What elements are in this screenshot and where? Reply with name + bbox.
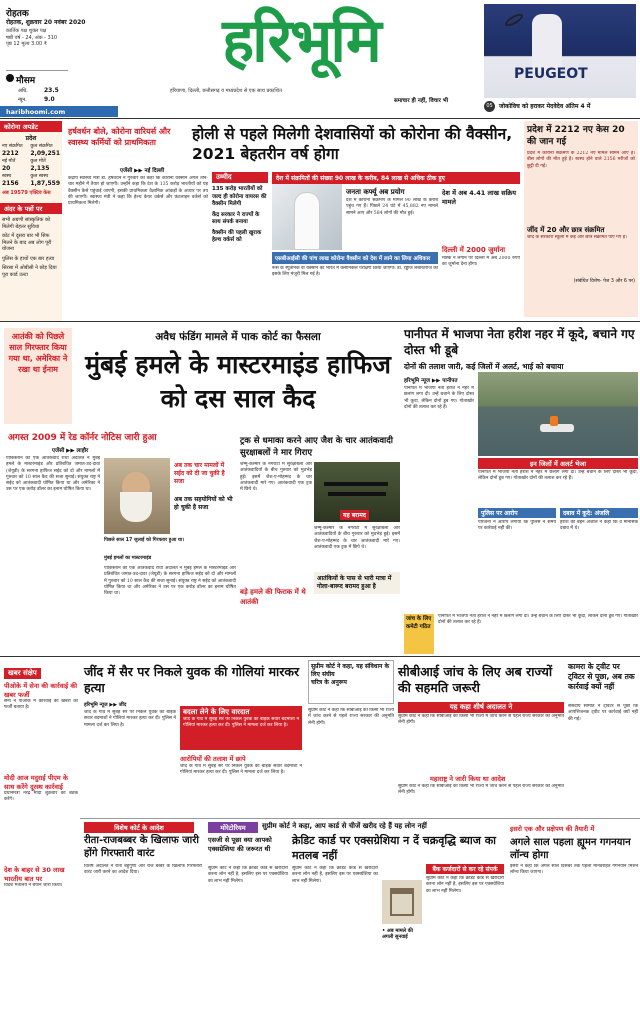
page-number-badge: 05 (484, 101, 495, 112)
nagrota-headline: ट्रक से धमाका करने आए जैश के चार आतंकवादी सुरक्षाबलों ने मार गिराए (240, 436, 393, 458)
committee-box: जांच के लिए कमेटी गठित (404, 614, 434, 654)
lead-kicker: हर्षवर्धन बोले, कोरोना वारियर्स और स्वास्थ्य कर्मियों को प्राथमिकता (68, 127, 171, 147)
pharma-head: एसबीआईसी की पांच लाख कोरोना वैक्सीन को देश में लाने का लिया अधिकार (272, 252, 438, 264)
delhi-head: दिल्ली में 2000 जुर्माना (442, 246, 506, 254)
hafiz-photo (104, 458, 170, 534)
rescuer-figure (550, 416, 558, 426)
sc-kicker: सुप्रीम कोर्ट ने कहा, यह संविधान के लिए संघीय (311, 663, 390, 678)
jind-body-2: जींद के गांव में सुबह सैर पर निकले युवक की बाइक सवार बदमाशों ने गोलियां मारकर हत्या कर दी। पुलिस ने मामला दर्ज कर लिया है। (180, 764, 302, 776)
court-building-icon (390, 888, 414, 916)
corona-panel-sub: प्रदेश (25, 135, 37, 142)
credit-tag: मोरेटोरियम (208, 822, 258, 833)
hafiz-side-box (4, 328, 72, 424)
kamra-headline: कामरा के ट्वीट पर ट्विटर से पूछा, अब तक कार्रवाई क्यों नहीं (568, 662, 635, 691)
ummid-box (212, 172, 268, 314)
brief-body: प्रधानमंत्री नरेंद्र मोदी शुक्रवार को बैठक करेंगे। (4, 791, 78, 803)
canal-photo (478, 372, 638, 456)
pradesh-headline: प्रदेश में 2212 नए केस 20 की जान गई (527, 125, 625, 147)
weather-min: 9.0 (44, 96, 55, 103)
lead-byline: एजेंसी ▶▶ नई दिल्ली (120, 168, 165, 174)
canal-photo-caption: इन जिलों में अलर्ट भेजा (478, 458, 638, 469)
ummid-item: 135 करोड़ भारतीयों को जल्द ही कोरोना वायरस की वैक्सीन मिलेगी (212, 186, 267, 207)
isro-headline: अगले साल पहला ह्यूमन गगनयान लॉन्च होगा (510, 837, 631, 861)
hafiz-kicker: अवैध फंडिंग मामले में पाक कोर्ट का फैसला (155, 331, 321, 343)
panipat-body: पानीपत में भाजपा नेता हरीश ने नहर में छलांग लगा दी। उन्हें बचाने के लिए दोस्त भी कूदा, लेकिन दोनों डूब गए। गोताखोर दोनों की तलाश कर रहे हैं। (404, 386, 474, 410)
brief-body: विदेश मंत्रालय ने बयान जारी किया। (4, 883, 63, 888)
nagrota-side: बड़े हमले की फिराक में थे आतंकी (240, 588, 306, 606)
sc-box-head: यह कहा शीर्ष अदालत ने (398, 702, 564, 713)
hafiz-cap: पिछले साल 17 जुलाई को गिरफ्तार हुआ था। (104, 538, 185, 543)
credit-list: • अब मामले की अगली सुनवाई (382, 928, 413, 940)
ummid-header: उम्मीद (212, 172, 268, 183)
credit-headline: क्रेडिट कार्ड पर एक्सग्रेशिया न दें चक्रवृद्धि ब्याज का मतलब नहीं (292, 834, 497, 862)
recovered-arms-photo (314, 462, 400, 522)
hafiz-photo-note2: अब तक सहयोगियों को भी हो चुकी है सजा (174, 496, 233, 511)
mid-story-head: जनता कर्फ्यू अब प्रयोग (346, 188, 405, 196)
corona-panel (0, 121, 62, 321)
brief-head: देश के बाहर से 30 लाख भारतीय बात पर (4, 866, 65, 883)
hafiz-side: आतंकी को पिछले साल गिरफ्तार किया गया था, अमेरिका ने रखा था ईनाम (8, 332, 68, 374)
sc-box-body: सुप्रीम कोर्ट ने कहा कि सीबीआई को किसी भी राज्य में जांच करने से पहले राज्य सरकार की अनुमति लेनी होगी। (398, 714, 564, 726)
ppe-figure (294, 192, 320, 250)
stat-cell: नए संक्रमित 2212 (2, 144, 23, 157)
weather-box (6, 70, 68, 106)
isro-body: इसरो ने कहा कि अगले साल दिसंबर तक पहला मानवरहित गगनयान मिशन लॉन्च किया जाएगा। (510, 864, 638, 876)
brief-tag: खबर संक्षेप (4, 668, 41, 679)
top-right-caption: जोकोविच को हराकर मेदवेदेव अंतिम 4 में (499, 103, 591, 110)
inside-pages-header: अंदर के पन्नों पर (0, 203, 62, 214)
tennis-photo (484, 4, 636, 98)
pradesh-sub: जींद में 20 और छात्र संक्रमित (527, 226, 605, 234)
brief-column (4, 660, 78, 1012)
inside-item[interactable]: कोट में दूसरा बार भी सिफ मिलने के बाद अब लोग पूरी योजना (2, 233, 52, 252)
credit-kicker: सुप्रीम कोर्ट ने कहा, आप कार्ड से चीजें खरीद रहे हैं यह लोन नहीं (262, 822, 427, 830)
inside-item[interactable]: सभी अग्रणी सांस्कृतिक को मिलेगी बेहतर सुविधा (2, 217, 51, 230)
committee-body: पानीपत में भाजपा नेता हरीश ने नहर में छलांग लगा दी। उन्हें बचाने के लिए दोस्त भी कूदा, लेकिन दोनों डूब गए। गोताखोर दोनों की तलाश कर रहे हैं। (438, 614, 638, 626)
pradesh-box (524, 121, 638, 317)
hafiz-beard (120, 492, 152, 522)
credit-body: सुप्रीम कोर्ट ने कहा कि क्रेडिट कार्ड से खरीदारी करना लोन नहीं है, इसलिए इस पर एक्सग्रेशिया का लाभ नहीं मिलेगा। (208, 866, 288, 884)
sister-body: हरीश की बहन अंजलि ने कहा कि वे मानसिक दबाव में थे। (560, 520, 638, 532)
sc-sub-body: सुप्रीम कोर्ट ने कहा कि सीबीआई को किसी भी राज्य में जांच करने से पहले राज्य सरकार की अनुमति लेनी होगी। (398, 784, 564, 796)
rita-body: विशेष अदालत ने रीता बहुगुणा और राज बब्बर के खिलाफ गिरफ्तारी वारंट जारी करने का आदेश दिया। (84, 864, 202, 876)
lead-body: केंद्रीय स्वास्थ्य मंत्री डॉ. हर्षवर्धन ने गुरुवार को कहा कि कोरोना वैक्सीन अगले तीन-चार महीने में तैयार हो जाएगी। उन्होंने कहा कि देश के 135 करोड़ भारतीयों को यह वैक्सीन कैसे पहुंचाई जाएगी, इसकी प्राथमिकता वैज्ञानिक आंकड़ों के आधार पर तय की जाएगी। स्वास्थ्य मंत्री ने कहा कि हेल्थ केयर वर्कर्स और फ्रंटलाइन वर्कर्स को प्राथमिकता मिलेगी। (68, 176, 208, 207)
hafiz-cap2: मुंबई हमलों का मास्टरमाइंड (104, 556, 152, 561)
stat-cell: स्वस्थ 2156 (2, 174, 19, 187)
photo-tag: यह बरामद (340, 510, 369, 520)
ppe-photo (272, 184, 342, 250)
racket-icon (503, 12, 524, 29)
stat-cell: कुल मौतें 2,135 (30, 159, 50, 172)
pradesh-ref: (संबंधित विशेष- पेज 3 और 6 पर) (573, 279, 635, 284)
rifle-icon (328, 492, 386, 496)
jind-headline: जींद में सैर पर निकले युवक की गोलियां मारकर हत्या (84, 664, 300, 695)
jind-body: जींद के गांव में सुबह सैर पर निकले युवक की बाइक सवार बदमाशों ने गोलियां मारकर हत्या कर दी। पुलिस ने मामला दर्ज कर लिया है। (84, 710, 176, 728)
city-name: रोहतक (6, 9, 29, 19)
nagrota-body: जम्मू-कश्मीर के नगरोटा में सुरक्षाबलों और आतंकवादियों के बीच गुरुवार को मुठभेड़ हुई। इसमें जैश-ए-मोहम्मद के चार आतंकवादी मारे गए। आतंकवादी एक ट्रक में छिपे थे। (240, 462, 312, 493)
ummid-item: वैक्सीन की पहली खुराक हेल्थ वर्कर्स को (212, 229, 262, 243)
issue-date: रोहतक, शुक्रवार 20 नवंबर 2020 (6, 19, 86, 26)
weather-max: 23.5 (44, 87, 59, 94)
stat-cell: कुल स्वस्थ 1,87,559 (30, 174, 60, 187)
newspaper-logo: हरिभूमि (222, 6, 380, 76)
sc-headline: सीबीआई जांच के लिए अब राज्यों की सहमति जरूरी (398, 664, 553, 695)
active-cases: अब 19579 एक्टिव केस (2, 190, 51, 196)
police-body: परिजनों ने आरोप लगाया कि पुलिस ने समय पर कार्रवाई नहीं की। (478, 520, 556, 532)
isro-tag: इसरो एक और प्रक्षेपण की तैयारी में (510, 825, 595, 833)
kamra-body: संसदीय समिति ने ट्विटर से पूछा कि आपत्तिजनक ट्वीट पर कार्रवाई क्यों नहीं की गई। (568, 704, 638, 722)
sc-sub: महाराष्ट्र ने जारी किया था आदेश (430, 775, 506, 783)
brief-body: सेना ने पीओके में कार्रवाई की खबरों को फर्जी बताया है। (4, 699, 78, 711)
pradesh-body: प्रदेश में कोरोना संक्रमण के 2212 नए मामले सामने आए हैं। बीस लोगों की मौत हुई है। स्वस्थ होने वाले 2156 मरीजों को छुट्टी दी गई। (527, 151, 635, 169)
panipat-sub: दोनों की तलाश जारी, कई जिलों में अलर्ट, भाई को बचाया (404, 362, 564, 371)
hafiz-byline: एजेंसी ▶▶ लाहौर (52, 448, 89, 454)
sc-body: सुप्रीम कोर्ट ने कहा कि सीबीआई को किसी भी राज्य में जांच करने से पहले राज्य सरकार की अनुमति लेनी होगी। (308, 708, 394, 726)
hafiz-body-2: पाकिस्तान की एक आतंकवाद रोधी अदालत ने मुंबई हमले के मास्टरमाइंड और प्रतिबंधित जमात-उद-दावा (जेयूडी) के सरगना हाफिज सईद को दो और मामलों में गुरुवार को 10 साल कैद की सजा सुनाई। संयुक्त राष्ट्र ने सईद को आतंकवादी घोषित किया था और अमेरिका ने उस पर एक करोड़ डॉलर का इनाम घोषित किया था। (104, 566, 236, 597)
weather-min-label: न्यून. (18, 97, 27, 103)
sun-icon (6, 74, 14, 82)
hafiz-photo-note: अब तक चार मामलों में सईद को दी जा चुकी है सजा (174, 462, 225, 485)
brief-head: मोदी आज मदुराई पीएम के साथ करेंगे दूरस्थ कार्रवाई (4, 774, 68, 791)
tagline: हरियाणा, दिल्ली, छत्तीसगढ़ व मध्यप्रदेश से एक साथ प्रकाशित (170, 88, 282, 94)
pradesh-sub-body: जींद के सरकारी स्कूलों में कई और छात्र संक्रमित पाए गए हैं। (527, 235, 627, 240)
rita-headline: रीता-राजबब्बर के खिलाफ जारी होंगे गिरफ्तारी वारंट (84, 835, 199, 859)
ummid-item: केंद्र सरकार ने राज्यों के साथ संपर्क बनाया (212, 211, 260, 225)
police-head: पुलिस पर आरोप (478, 508, 556, 518)
website-link[interactable]: haribhoomi.com (0, 106, 118, 117)
jind-sub: आरोपियों की तलाश में छापे (180, 755, 246, 763)
nagrota-body-2: जम्मू-कश्मीर के नगरोटा में सुरक्षाबलों और आतंकवादियों के बीच गुरुवार को मुठभेड़ हुई। इसमें जैश-ए-मोहम्मद के चार आतंकवादी मारे गए। आतंकवादी एक ट्रक में छिपे थे। (314, 526, 400, 550)
photo-caption-bar: देश में संक्रमितों की संख्या 90 लाख के करीब, 84 लाख से अधिक ठीक हुए (272, 172, 520, 184)
credit-box-body: सुप्रीम कोर्ट ने कहा कि क्रेडिट कार्ड से खरीदारी करना लोन नहीं है, इसलिए इस पर एक्सग्रेशिया का लाभ नहीं मिलेगा। (426, 876, 504, 894)
nagrota-side2: आतंकियों के पास से भारी मात्रा में गोला-बारूद बरामद हुआ है (314, 572, 400, 594)
sponsor-text: PEUGEOT (514, 66, 588, 82)
weather-max-label: अधि. (18, 88, 28, 94)
mid-story-body: देश में कोरोना संक्रमण के मामले 90 लाख के करीब पहुंच गए हैं। पिछले 24 घंटे में 45,882 नए मामले सामने आए और 584 लोगों की मौत हुई। (346, 198, 438, 216)
inside-item[interactable]: पुलिस के हाथों एक बार हत्या (2, 255, 55, 262)
supreme-court-photo (382, 880, 422, 924)
panipat-headline: पानीपत में भाजपा नेता हरीश नहर में कूदे, बचाने गए दोस्त भी डूबे (404, 327, 635, 357)
weather-title: मौसम (16, 76, 36, 86)
lead-headline: होली से पहले मिलेगी देशवासियों को कोरोना की वैक्सीन, 2021 बेहतरीन वर्ष होगा (192, 125, 513, 163)
credit-side: एसजी से पूछा क्या आपको एक्सग्रेशिया की जरूरत थी (208, 836, 272, 853)
hafiz-sub: अगस्त 2009 में रेड कॉर्नर नोटिस जारी हुआ (8, 433, 157, 443)
jind-box-body: जींद के गांव में सुबह सैर पर निकले युवक की बाइक सवार बदमाशों ने गोलियां मारकर हत्या कर दी। पुलिस ने मामला दर्ज कर लिया है। (183, 717, 299, 729)
stat-cell: नई मौतें 20 (2, 159, 16, 172)
hafiz-body: पाकिस्तान की एक आतंकवाद रोधी अदालत ने मुंबई हमले के मास्टरमाइंड और प्रतिबंधित जमात-उद-दावा (जेयूडी) के सरगना हाफिज सईद को दो और मामलों में गुरुवार को 10 साल कैद की सजा सुनाई। संयुक्त राष्ट्र ने सईद को आतंकवादी घोषित किया था और अमेरिका ने उस पर एक करोड़ डॉलर का इनाम घोषित किया था। (6, 456, 100, 493)
corona-panel-header: कोरोना अपडेट (0, 121, 62, 132)
sc-kicker2: चरित्र के अनुरूप (311, 679, 347, 686)
delhi-body: मास्क न लगाने पर दिल्ली में अब 2000 रुपए का जुर्माना देना होगा। (442, 256, 520, 268)
panipat-body-2: पानीपत में भाजपा नेता हरीश ने नहर में छलांग लगा दी। उन्हें बचाने के लिए दोस्त भी कूदा, लेकिन दोनों डूब गए। गोताखोर दोनों की तलाश कर रहे हैं। (478, 470, 638, 482)
credit-body-2: सुप्रीम कोर्ट ने कहा कि क्रेडिट कार्ड से खरीदारी करना लोन नहीं है, इसलिए इस पर एक्सग्रेशिया का लाभ नहीं मिलेगा। (292, 866, 378, 884)
sc-kicker-box (308, 660, 394, 704)
inside-item[interactable]: सिरसा में ओबीसी ने छोड़ दिया पूरा कार्ड उल्टा (2, 265, 57, 278)
jind-box-head: बदला लेने के लिए वारदात (183, 708, 250, 716)
pharma-body: रूस के स्पुतनिक वी वैक्सीन का भारत में क्लीनिकल परीक्षण किया जाएगा। डॉ. रेड्डीज लैबोरेटरीज को इसके लिए मंजूरी मिल गई है। (272, 266, 438, 278)
jind-box (180, 706, 302, 750)
credit-box-head: बैंक कर्जदारों से कर रहे संपर्क (426, 864, 504, 874)
rifle-icon (324, 482, 388, 486)
stat-cell: कुल संक्रमित 2,09,251 (30, 144, 60, 157)
masthead (0, 0, 640, 118)
calendar-info: कार्तिक पक्ष शुक्ल पक्ष षष्ठी वर्ष - 24, अंक - 310 पृष्ठ 12 मूल्य 3.00 ₹ (6, 28, 58, 47)
rita-tag: विशेष कोर्ट के आदेश (84, 822, 194, 833)
sister-head: दबाव में कूदे: अंजलि (560, 508, 638, 518)
hafiz-headline: मुंबई हमले के मास्टरमाइंड हाफिज को दस साल कैद (85, 350, 391, 413)
mid-story-head2: देश में अब 4.41 लाख सक्रिय मामले (442, 189, 517, 206)
jind-byline: हरिभूमि न्यूज ▶▶ जींद (84, 702, 127, 708)
corona-stats-grid (0, 144, 62, 187)
player-figure (532, 14, 562, 72)
inside-pages-list (0, 214, 62, 284)
slogan: समाचार ही नहीं, विचार भी (394, 98, 449, 104)
brief-head: पीओके में सेना की कार्रवाई की खबर फर्जी (4, 682, 78, 699)
panipat-byline: हरिभूमि न्यूज ▶▶ पानीपत (404, 378, 458, 384)
